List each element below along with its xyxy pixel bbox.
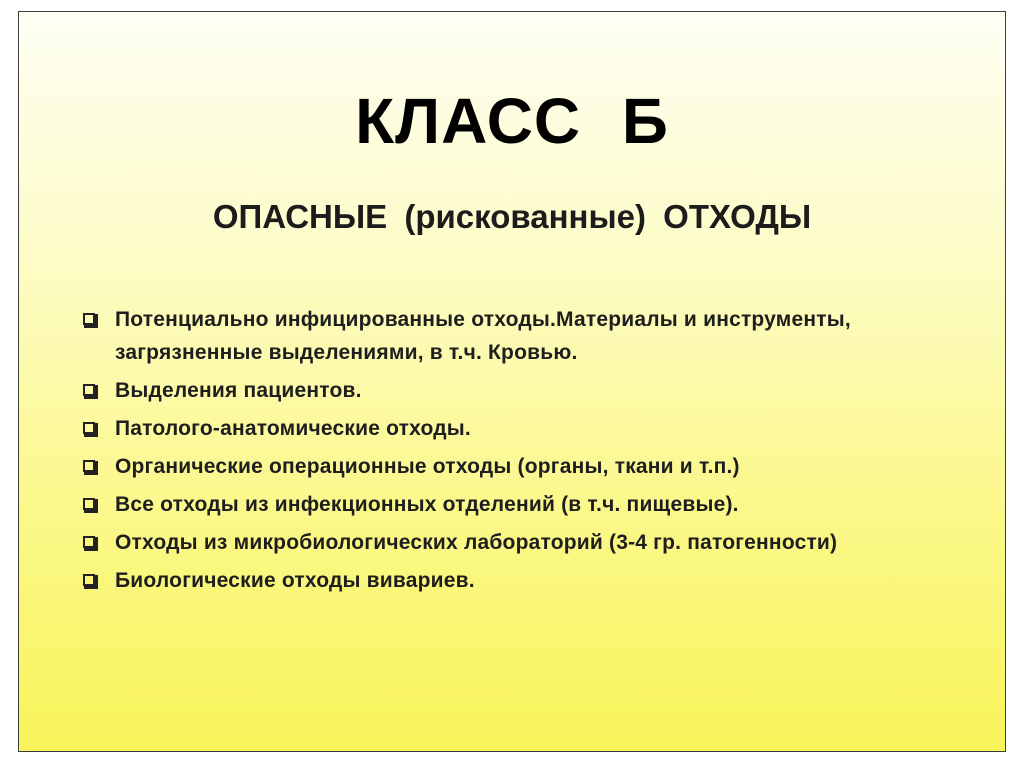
list-item bbox=[81, 450, 971, 483]
square-bullet-icon bbox=[83, 313, 95, 325]
square-bullet-icon bbox=[83, 574, 95, 586]
list-item-text: Выделения пациентов. bbox=[115, 379, 362, 402]
square-bullet-icon bbox=[83, 536, 95, 548]
slide-subtitle: ОПАСНЫЕ (рискованные) ОТХОДЫ bbox=[212, 198, 812, 235]
list-item bbox=[81, 488, 971, 521]
list-item-text: Отходы из микробиологических лабораторий (3-4 гр. патогенности) bbox=[115, 531, 838, 554]
slide bbox=[18, 11, 1006, 752]
list-item-text: Потенциально инфицированные отходы.Материалы и инструменты, загрязненные выделениями, в т.ч. Кровью. bbox=[115, 308, 851, 364]
list-item bbox=[81, 374, 971, 407]
square-bullet-icon bbox=[83, 384, 95, 396]
list-item bbox=[81, 526, 971, 559]
list-item bbox=[81, 303, 971, 369]
square-bullet-icon bbox=[83, 422, 95, 434]
list-item-text: Органические операционные отходы (органы, ткани и т.п.) bbox=[115, 455, 740, 478]
bullet-list bbox=[81, 303, 971, 602]
list-item-text: Патолого-анатомические отходы. bbox=[115, 417, 471, 440]
square-bullet-icon bbox=[83, 498, 95, 510]
list-item bbox=[81, 564, 971, 597]
list-item bbox=[81, 412, 971, 445]
slide-title: КЛАСС Б bbox=[355, 85, 669, 157]
list-item-text: Биологические отходы вивариев. bbox=[115, 569, 475, 592]
square-bullet-icon bbox=[83, 460, 95, 472]
list-item-text: Все отходы из инфекционных отделений (в т.ч. пищевые). bbox=[115, 493, 739, 516]
